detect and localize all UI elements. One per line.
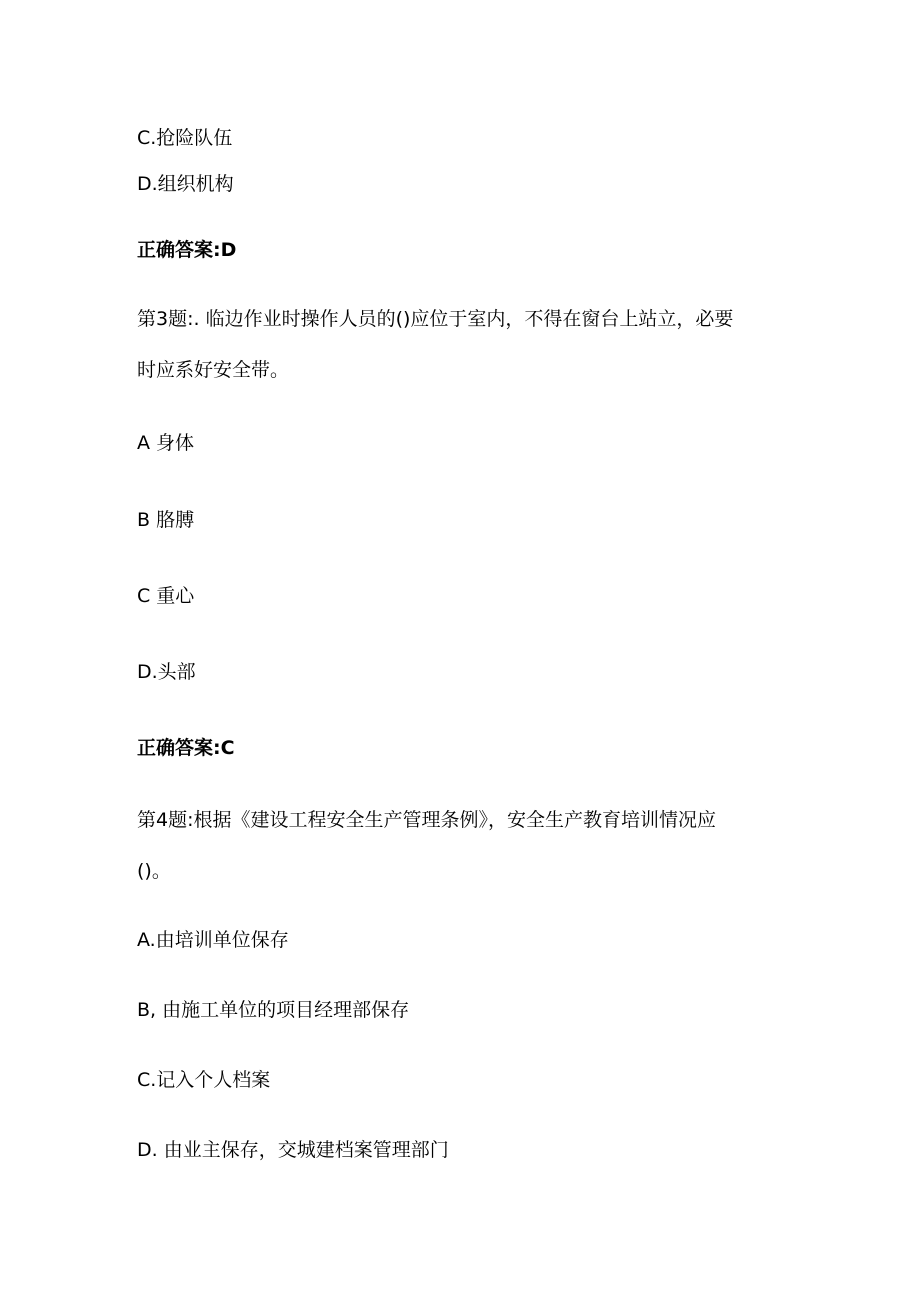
q3-question-line-2: 时应系好安全带。 xyxy=(137,359,290,381)
q4-question-line-2: ()。 xyxy=(137,860,171,882)
q3-option-d: D.头部 xyxy=(137,661,196,683)
q3-correct-answer: 正确答案:C xyxy=(137,737,235,759)
q4-option-c: C.记入个人档案 xyxy=(137,1069,271,1091)
q2-option-c: C.抢险队伍 xyxy=(137,127,233,149)
q3-option-c: C 重心 xyxy=(137,585,195,607)
q4-option-b: B, 由施工单位的项目经理部保存 xyxy=(137,999,410,1021)
q4-option-a: A.由培训单位保存 xyxy=(137,929,289,951)
q2-option-d: D.组织机构 xyxy=(137,173,234,195)
q4-option-d: D. 由业主保存，交城建档案管理部门 xyxy=(137,1139,449,1161)
q3-option-b: B 胳膊 xyxy=(137,509,195,531)
q3-question-line-1: 第3题:. 临边作业时操作人员的()应位于室内，不得在窗台上站立，必要 xyxy=(137,308,734,330)
q2-correct-answer: 正确答案:D xyxy=(137,239,237,261)
q3-option-a: A 身体 xyxy=(137,432,195,454)
q4-question-line-1: 第4题:根据《建设工程安全生产管理条例》，安全生产教育培训情况应 xyxy=(137,809,716,831)
